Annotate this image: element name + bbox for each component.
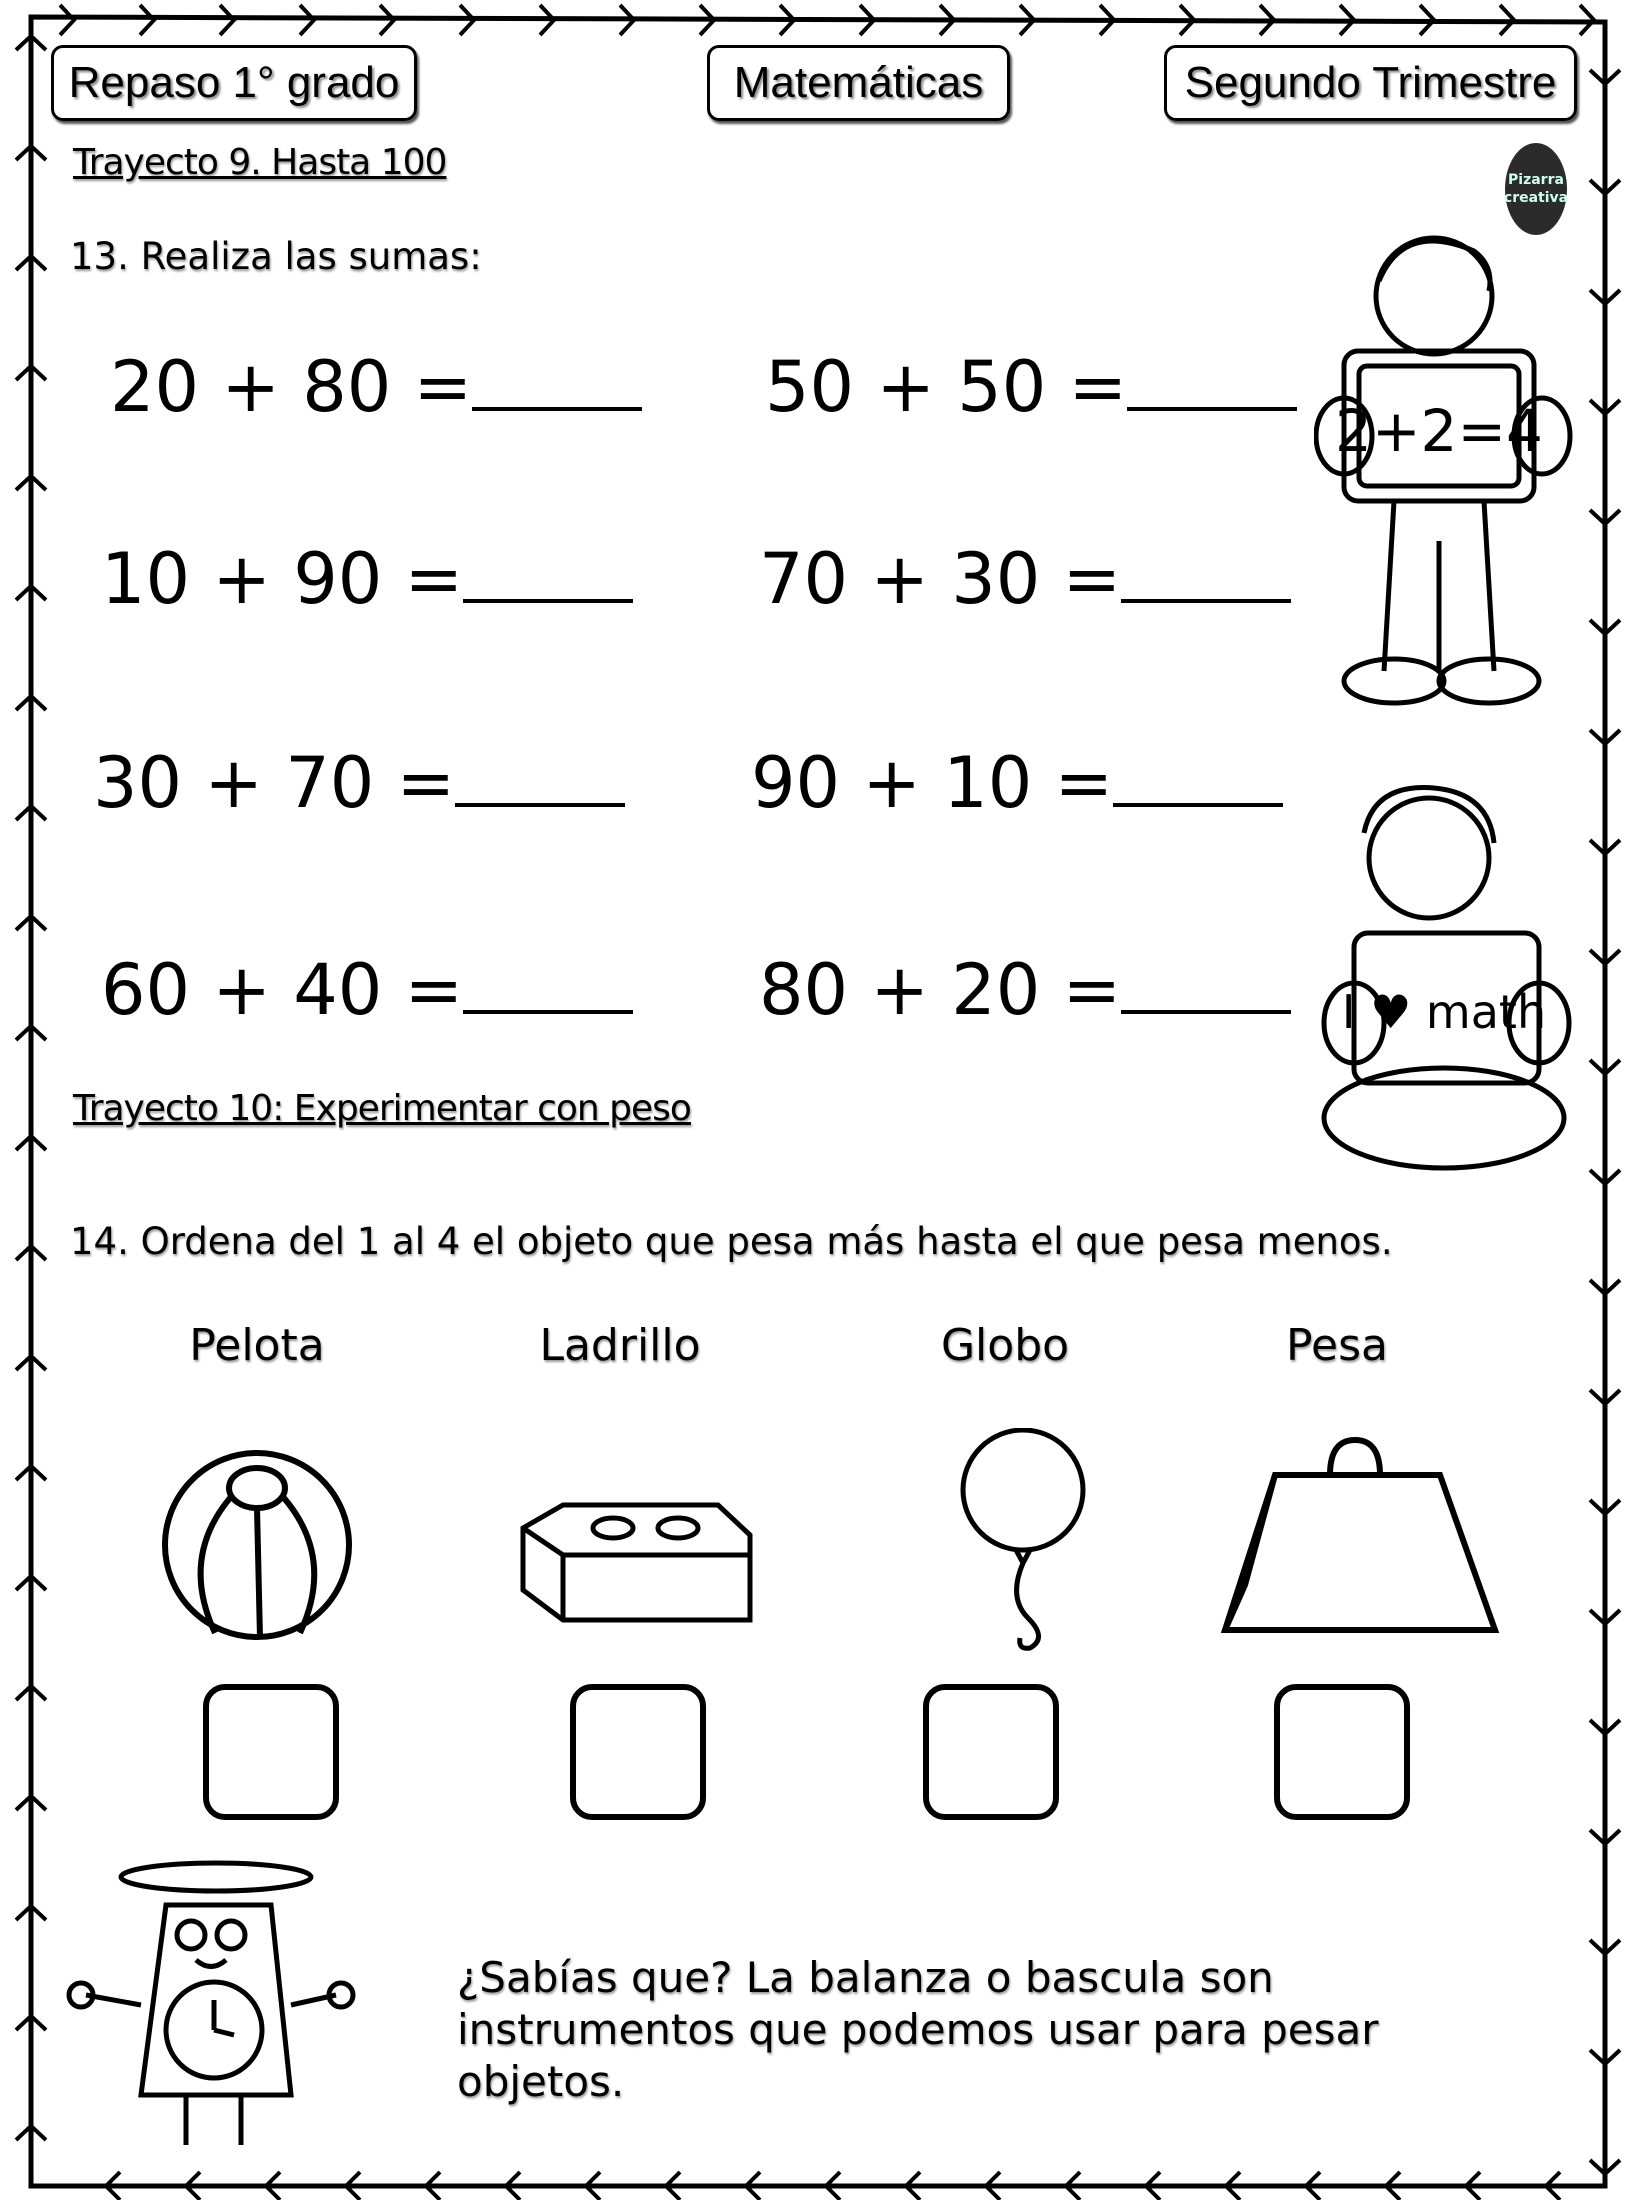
grade-label: Repaso 1° grado (51, 45, 417, 121)
sum-expression: 30 + 70 = (93, 742, 456, 824)
sum-expression: 10 + 90 = (101, 538, 464, 620)
object-label-pesa: Pesa (1286, 1320, 1388, 1371)
answer-blank[interactable] (1113, 741, 1283, 807)
question-14: 14. Ordena del 1 al 4 el objeto que pesa más hasta el que pesa menos. (70, 1220, 1393, 1263)
sum-expression: 70 + 30 = (759, 538, 1122, 620)
section-title-trayecto-9: Trayecto 9. Hasta 100 (73, 142, 447, 183)
question-13: 13. Realiza las sumas: (70, 235, 482, 278)
sum-item (93, 741, 625, 824)
term-label: Segundo Trimestre (1164, 45, 1577, 121)
kid-with-sign-illustration (1314, 211, 1581, 717)
answer-blank[interactable] (463, 948, 633, 1014)
kid-i-love-math-illustration (1314, 773, 1581, 1195)
answer-blank[interactable] (1127, 345, 1297, 411)
sum-expression: 80 + 20 = (759, 949, 1122, 1031)
sum-expression: 60 + 40 = (101, 949, 464, 1031)
sum-item (765, 345, 1297, 428)
sum-item (110, 345, 642, 428)
ball-icon (160, 1448, 355, 1643)
object-label-globo: Globo (940, 1320, 1070, 1371)
object-label-pelota: Pelota (189, 1320, 325, 1371)
sum-expression: 90 + 10 = (751, 742, 1114, 824)
fun-fact-text: ¿Sabías que? La balanza o bascula son instrumentos que podemos usar para pesar objetos. (457, 1953, 1379, 2106)
answer-blank[interactable] (463, 537, 633, 603)
kid-sign-text: 2+2=4 (1335, 397, 1543, 465)
balloon-icon (958, 1428, 1088, 1658)
scale-character-illustration (56, 1855, 372, 2157)
sum-item (759, 537, 1291, 620)
sum-item (101, 537, 633, 620)
answer-blank[interactable] (1121, 537, 1291, 603)
brick-icon (518, 1500, 756, 1625)
rank-box-globo[interactable] (923, 1684, 1059, 1820)
rank-box-pesa[interactable] (1274, 1684, 1410, 1820)
sum-item (751, 741, 1283, 824)
subject-label: Matemáticas (707, 45, 1010, 121)
sum-item (759, 948, 1291, 1031)
answer-blank[interactable] (1121, 948, 1291, 1014)
rank-box-pelota[interactable] (203, 1684, 339, 1820)
sum-item (101, 948, 633, 1031)
rank-box-ladrillo[interactable] (570, 1684, 706, 1820)
sum-expression: 20 + 80 = (110, 346, 473, 428)
object-label-ladrillo: Ladrillo (539, 1320, 701, 1371)
kid-sign-text: I ♥ math (1341, 985, 1547, 1039)
section-title-trayecto-10: Trayecto 10: Experimentar con peso (73, 1088, 691, 1129)
answer-blank[interactable] (472, 345, 642, 411)
answer-blank[interactable] (455, 741, 625, 807)
pizarra-creativa-logo: Pizarra creativa (1505, 143, 1567, 235)
weight-icon (1215, 1415, 1500, 1635)
sum-expression: 50 + 50 = (765, 346, 1128, 428)
